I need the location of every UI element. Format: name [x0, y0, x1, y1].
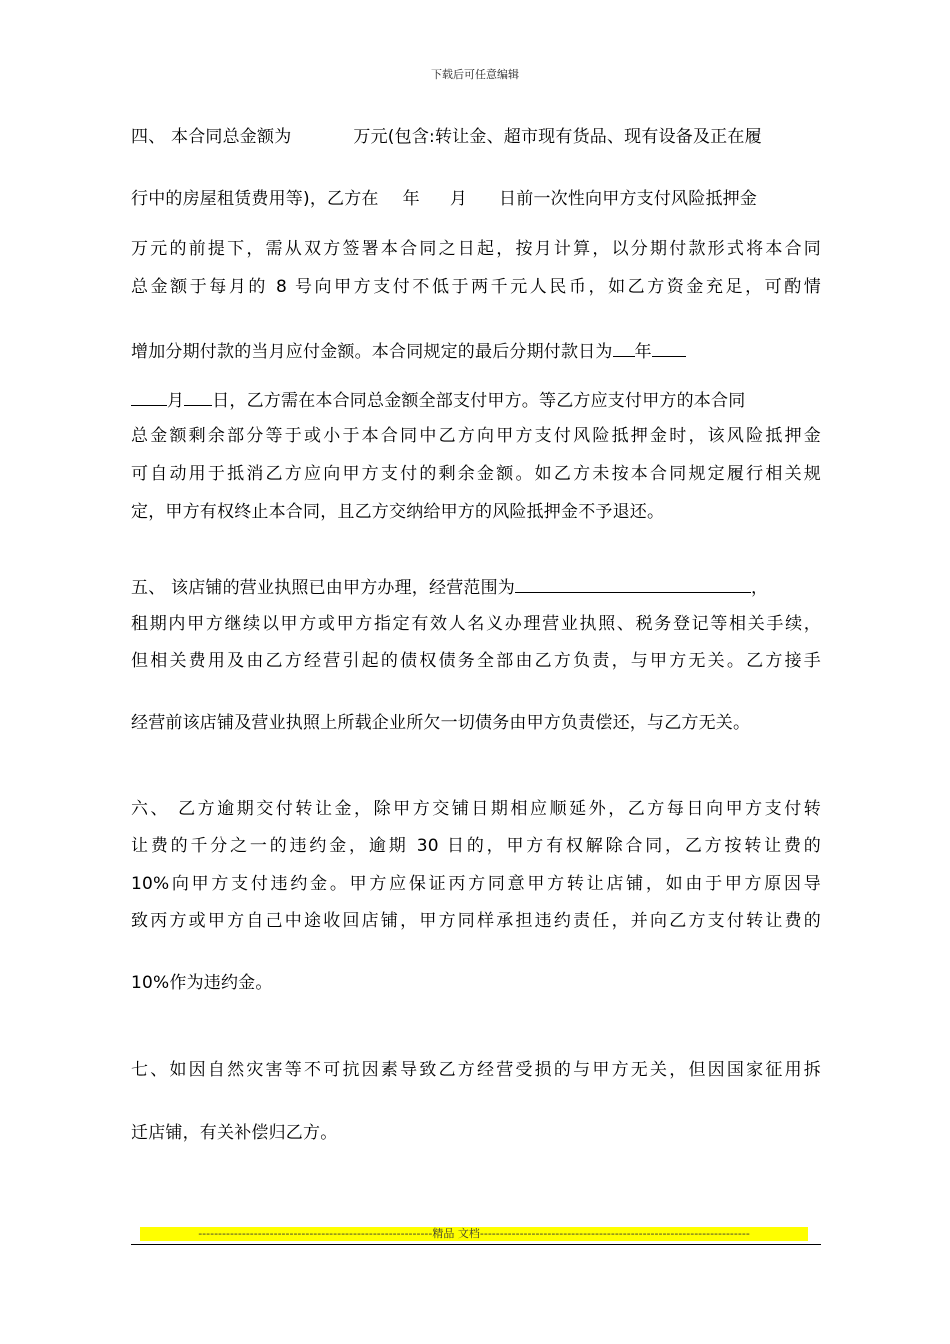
clause-6-line-1: 六、 乙方逾期交付转让金，除甲方交铺日期相应顺延外，乙方每日向甲方支付转	[131, 799, 821, 819]
clause-4-line-8: 可自动用于抵消乙方应向甲方支付的剩余金额。如乙方未按本合同规定履行相关规	[131, 464, 821, 484]
business-scope-blank	[515, 574, 751, 593]
clause-4-amount-label: 四、 本合同总金额为	[131, 127, 292, 147]
page-header: 下载后可任意编辑	[431, 68, 519, 81]
clause-4-line-3: 万元的前提下，需从双方签署本合同之日起，按月计算，以分期付款形式将本合同	[131, 239, 821, 259]
clause-6-line-2: 让费的千分之一的违约金，逾期 30 日的，甲方有权解除合同，乙方按转让费的	[131, 836, 821, 856]
clause-5-line-3: 但相关费用及由乙方经营引起的债权债务全部由乙方负责，与甲方无关。乙方接手	[131, 651, 821, 671]
clause-7-line-1: 七、如因自然灾害等不可抗因素导致乙方经营受损的与甲方无关，但因国家征用拆	[131, 1060, 821, 1080]
clause-5-line-4: 经营前该店铺及营业执照上所载企业所欠一切债务由甲方负责偿还，与乙方无关。	[131, 713, 751, 733]
clause-5-line-2: 租期内甲方继续以甲方或甲方指定有效人名义办理营业执照、税务登记等相关手续，	[131, 614, 821, 634]
clause-4-line-2: 行中的房屋租赁费用等)，乙方在 年 月 日前一次性向甲方支付风险抵押金	[131, 189, 758, 209]
clause-4-line-6: 月 日，乙方需在本合同总金额全部支付甲方。等乙方应支付甲方的本合同	[131, 387, 821, 413]
clause-7-line-2: 迁店铺，有关补偿归乙方。	[131, 1123, 338, 1143]
year-blank-2	[652, 338, 686, 357]
month-blank	[131, 387, 167, 406]
year-blank	[613, 338, 635, 357]
clause-4-line-7: 总金额剩余部分等于或小于本合同中乙方向甲方支付风险抵押金时，该风险抵押金	[131, 426, 821, 446]
day-blank	[184, 387, 212, 406]
clause-4-amount-unit: 万元(包含:转让金、超市现有货品、现有设备及正在履	[353, 127, 762, 147]
footer-label: 精品 文档	[432, 1227, 480, 1240]
clause-4-line-4: 总金额于每月的 8 号向甲方支付不低于两千元人民币，如乙方资金充足，可酌情	[131, 277, 821, 297]
clause-6-line-3: 10%向甲方支付违约金。甲方应保证丙方同意甲方转让店铺，如由于甲方原因导	[131, 874, 821, 894]
footer-rule	[131, 1244, 821, 1245]
clause-4-line-5: 增加分期付款的当月应付金额。本合同规定的最后分期付款日为 年	[131, 338, 821, 364]
clause-4-line-9: 定，甲方有权终止本合同，且乙方交纳给甲方的风险抵押金不予退还。	[131, 502, 665, 522]
clause-5-line-1: 五、 该店铺的营业执照已由甲方办理，经营范围为 ，	[131, 574, 821, 600]
footer-highlight-band	[140, 1227, 808, 1241]
clause-6-line-4: 致丙方或甲方自己中途收回店铺，甲方同样承担违约责任，并向乙方支付转让费的	[131, 911, 821, 931]
footer-dashes-right: --------------------------------------------------------------------	[479, 1227, 750, 1240]
footer-dashes-left: -----------------------------------------------------------	[198, 1227, 433, 1240]
clause-4-line-1	[131, 125, 821, 149]
clause-6-line-5: 10%作为违约金。	[131, 973, 273, 993]
